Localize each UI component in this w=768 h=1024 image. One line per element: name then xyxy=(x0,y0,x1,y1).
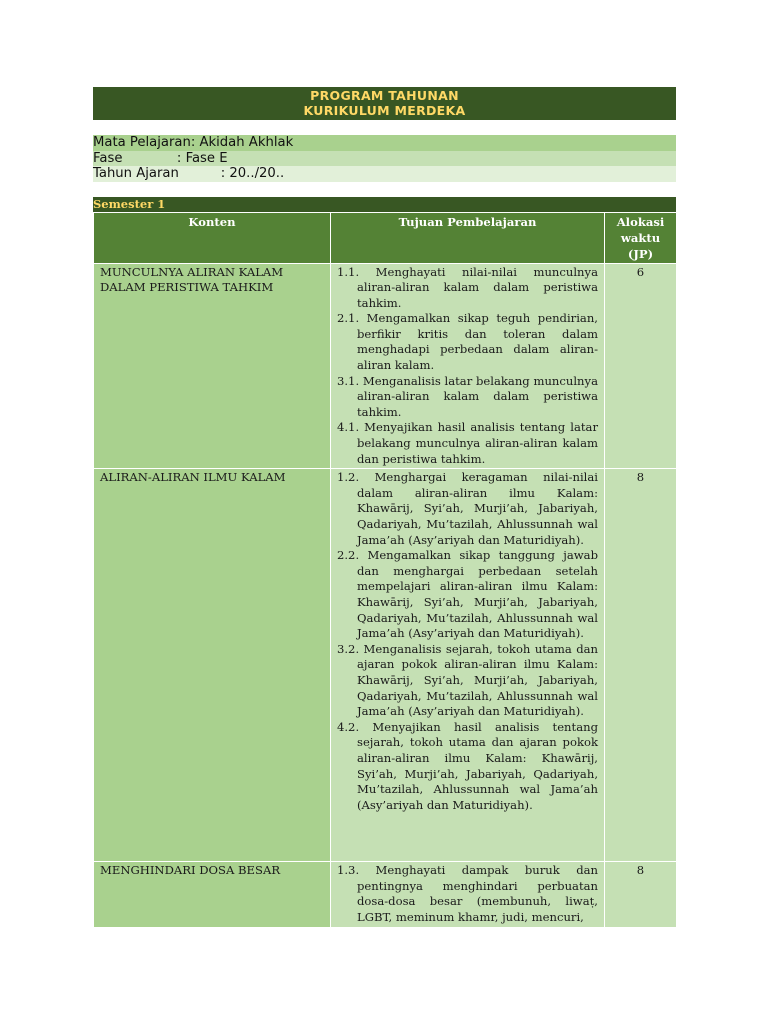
tujuan-cell xyxy=(331,469,605,862)
tujuan-cell xyxy=(331,263,605,469)
konten-cell: MENGHINDARI DOSA BESAR xyxy=(94,862,331,927)
objective-item: 3.1. Menganalisis latar belakang munculnya aliran-aliran kalam dalam peristiwa tahkim. xyxy=(337,373,598,419)
objective-item: 4.1. Menyajikan hasil analisis tentang latar belakang munculnya aliran-aliran kalam dan peristiwa tahkim. xyxy=(337,420,598,466)
document-title-bar xyxy=(93,87,676,120)
table-row xyxy=(94,263,677,469)
semester-label: Semester 1 xyxy=(93,197,676,212)
fase-row: Fase : Fase E xyxy=(93,151,676,167)
objective-item: 1.3. Menghayati dampak buruk dan pentingnya menghindari perbuatan dosa-dosa besar (membunuh, liwaṭ, LGBT, meminum khamr, judi, mencuri, xyxy=(337,863,598,924)
header-konten: Konten xyxy=(94,212,331,263)
identity-block xyxy=(93,135,676,182)
jp-cell: 8 xyxy=(605,862,677,927)
objective-item: 4.2. Menyajikan hasil analisis tentang sejarah, tokoh utama dan ajaran pokok aliran-aliran ilmu Kalam: Khawārij, Syi’ah, Murji’ah, Jabariyah, Qadariyah, Mu’tazilah, Ahlussunnah wal Jama’ah (Asy’ariyah dan Maturidiyah). xyxy=(337,719,598,812)
table-row xyxy=(94,862,677,927)
tujuan-cell xyxy=(331,862,605,927)
objective-item: 2.1. Mengamalkan sikap teguh pendirian, berfikir kritis dan toleran dalam menghadapi perbedaan dalam aliran-aliran kalam. xyxy=(337,311,598,373)
objective-item: 1.1. Menghayati nilai-nilai munculnya aliran-aliran kalam dalam peristiwa tahkim. xyxy=(337,264,598,310)
jp-cell: 8 xyxy=(605,469,677,862)
header-alokasi: Alokasi waktu (JP) xyxy=(605,212,677,263)
konten-cell: ALIRAN-ALIRAN ILMU KALAM xyxy=(94,469,331,862)
title-line-1: PROGRAM TAHUNAN xyxy=(310,88,459,103)
program-table xyxy=(93,212,677,928)
table-row xyxy=(94,469,677,862)
mata-pelajaran-row: Mata Pelajaran: Akidah Akhlak xyxy=(93,135,676,151)
header-tujuan: Tujuan Pembelajaran xyxy=(331,212,605,263)
tahun-ajaran-row: Tahun Ajaran : 20../20.. xyxy=(93,166,676,182)
jp-cell: 6 xyxy=(605,263,677,469)
objective-item: 1.2. Menghargai keragaman nilai-nilai dalam aliran-aliran ilmu Kalam: Khawārij, Syi’ah, Murji’ah, Jabariyah, Qadariyah, Mu’tazilah, Ahlussunnah wal Jama’ah (Asy’ariyah dan Maturidiyah). xyxy=(337,470,598,547)
konten-cell: MUNCULNYA ALIRAN KALAM DALAM PERISTIWA TAHKIM xyxy=(94,263,331,469)
objective-item: 3.2. Menganalisis sejarah, tokoh utama dan ajaran pokok aliran-aliran ilmu Kalam: Khawārij, Syi’ah, Murji’ah, Jabariyah, Qadariyah, Mu’tazilah, Ahlussunnah wal Jama’ah (Asy’ariyah dan Maturidiyah). xyxy=(337,641,598,719)
objective-item: 2.2. Mengamalkan sikap tanggung jawab dan menghargai perbedaan setelah mempelajari aliran-aliran ilmu Kalam: Khawārij, Syi’ah, Murji’ah, Jabariyah, Qadariyah, Mu’tazilah, Ahlussunnah wal Jama’ah (Asy’ariyah dan Maturidiyah). xyxy=(337,548,598,641)
document-page xyxy=(93,87,676,928)
title-line-2: KURIKULUM MERDEKA xyxy=(303,103,466,118)
table-header-row xyxy=(94,212,677,263)
